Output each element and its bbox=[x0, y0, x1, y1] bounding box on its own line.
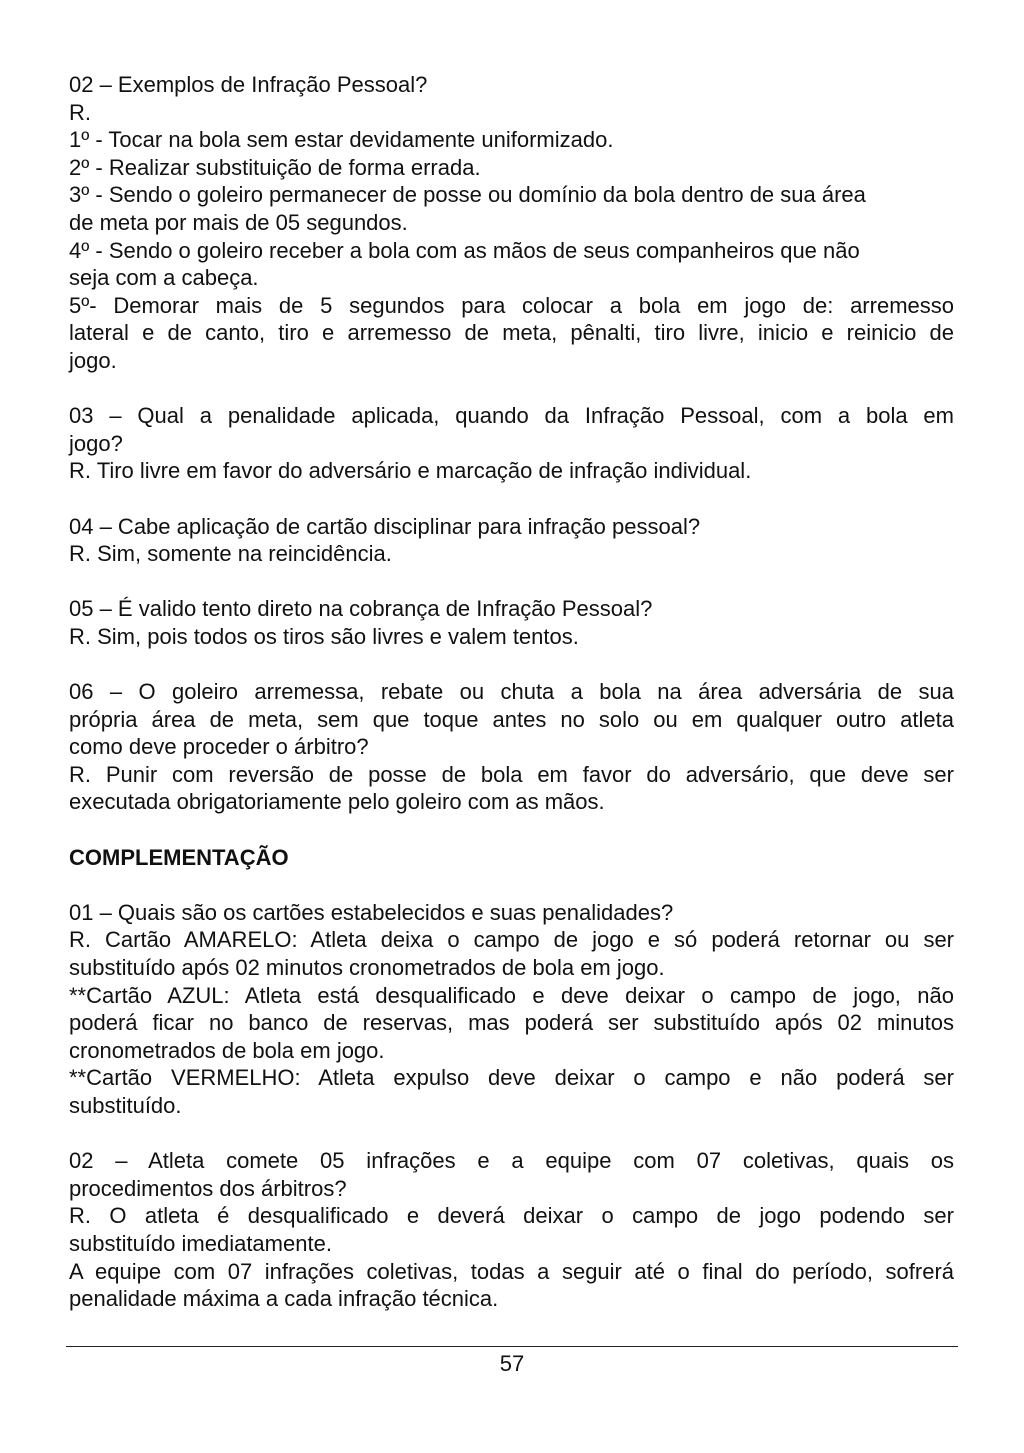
footer-divider bbox=[66, 1346, 958, 1347]
question-06-text: como deve proceder o árbitro? bbox=[69, 734, 369, 760]
complement-02-answer: R. O atleta é desqualificado e deverá deixar o campo de jogo podendo ser bbox=[69, 1203, 954, 1229]
answer-04-text: R. Sim, somente na reincidência. bbox=[69, 541, 392, 567]
list-item: seja com a cabeça. bbox=[69, 265, 259, 291]
list-item: 2º - Realizar substituição de forma errada. bbox=[69, 154, 481, 180]
answer-06-text: executada obrigatoriamente pelo goleiro com as mãos. bbox=[69, 789, 605, 815]
complement-01-answer: **Cartão VERMELHO: Atleta expulso deve deixar o campo e não poderá ser bbox=[69, 1065, 954, 1091]
list-item: 4º - Sendo o goleiro receber a bola com as mãos de seus companheiros que não bbox=[69, 237, 860, 263]
paragraph-gap bbox=[69, 375, 954, 403]
list-item: lateral e de canto, tiro e arremesso de meta, pênalti, tiro livre, inicio e reinicio de bbox=[69, 320, 954, 346]
list-item: de meta por mais de 05 segundos. bbox=[69, 209, 408, 235]
question-05-block bbox=[69, 595, 954, 650]
paragraph-gap bbox=[69, 485, 954, 513]
question-03-text: 03 – Qual a penalidade aplicada, quando da Infração Pessoal, com a bola em bbox=[69, 403, 954, 429]
complement-01-answer: substituído. bbox=[69, 1092, 182, 1118]
question-04-block bbox=[69, 513, 954, 568]
complement-02-answer: penalidade máxima a cada infração técnica. bbox=[69, 1286, 499, 1312]
list-item: 1º - Tocar na bola sem estar devidamente uniformizado. bbox=[69, 127, 614, 153]
question-03-text: jogo? bbox=[69, 430, 123, 456]
question-02-block bbox=[69, 71, 954, 375]
question-02-text: 02 – Exemplos de Infração Pessoal? bbox=[69, 72, 428, 97]
answer-03-text: R. Tiro livre em favor do adversário e marcação de infração individual. bbox=[69, 458, 752, 484]
complement-01-answer: R. Cartão AMARELO: Atleta deixa o campo de jogo e só poderá retornar ou ser bbox=[69, 927, 954, 953]
section-heading: COMPLEMENTAÇÃO bbox=[69, 844, 289, 870]
complement-01-answer: **Cartão AZUL: Atleta está desqualificado e deve deixar o campo de jogo, não bbox=[69, 982, 954, 1008]
document-page bbox=[69, 71, 954, 1313]
complement-01-block bbox=[69, 899, 954, 1120]
answer-06-text: R. Punir com reversão de posse de bola em favor do adversário, que deve ser bbox=[69, 761, 954, 787]
page-number: 57 bbox=[499, 1351, 525, 1376]
paragraph-gap bbox=[69, 871, 954, 899]
complement-01-question: 01 – Quais são os cartões estabelecidos e suas penalidades? bbox=[69, 899, 674, 925]
complement-02-block bbox=[69, 1147, 954, 1313]
question-06-text: 06 – O goleiro arremessa, rebate ou chuta a bola na área adversária de sua bbox=[69, 679, 954, 705]
paragraph-gap bbox=[69, 568, 954, 596]
list-item: 3º - Sendo o goleiro permanecer de posse ou domínio da bola dentro de sua área bbox=[69, 182, 866, 208]
complement-01-answer: poderá ficar no banco de reservas, mas poderá ser substituído após 02 minutos bbox=[69, 1010, 954, 1036]
list-item: jogo. bbox=[69, 347, 117, 373]
complement-02-question: procedimentos dos árbitros? bbox=[69, 1175, 347, 1201]
complement-01-answer: cronometrados de bola em jogo. bbox=[69, 1037, 385, 1063]
question-03-block bbox=[69, 402, 954, 485]
list-item: 5º- Demorar mais de 5 segundos para colocar a bola em jogo de: arremesso bbox=[69, 292, 954, 318]
paragraph-gap bbox=[69, 1120, 954, 1148]
complement-01-answer: substituído após 02 minutos cronometrados de bola em jogo. bbox=[69, 955, 665, 980]
question-06-text: própria área de meta, sem que toque antes no solo ou em qualquer outro atleta bbox=[69, 706, 954, 732]
question-04-text: 04 – Cabe aplicação de cartão disciplinar para infração pessoal? bbox=[69, 513, 701, 539]
paragraph-gap bbox=[69, 816, 954, 844]
question-05-text: 05 – É valido tento direto na cobrança de Infração Pessoal? bbox=[69, 596, 653, 622]
answer-marker: R. bbox=[69, 99, 91, 125]
complement-02-question: 02 – Atleta comete 05 infrações e a equipe com 07 coletivas, quais os bbox=[69, 1148, 954, 1174]
question-06-block bbox=[69, 678, 954, 816]
paragraph-gap bbox=[69, 650, 954, 678]
complement-02-answer: substituído imediatamente. bbox=[69, 1230, 332, 1256]
complement-02-answer: A equipe com 07 infrações coletivas, todas a seguir até o final do período, sofrerá bbox=[69, 1258, 954, 1284]
answer-05-text: R. Sim, pois todos os tiros são livres e valem tentos. bbox=[69, 623, 579, 649]
